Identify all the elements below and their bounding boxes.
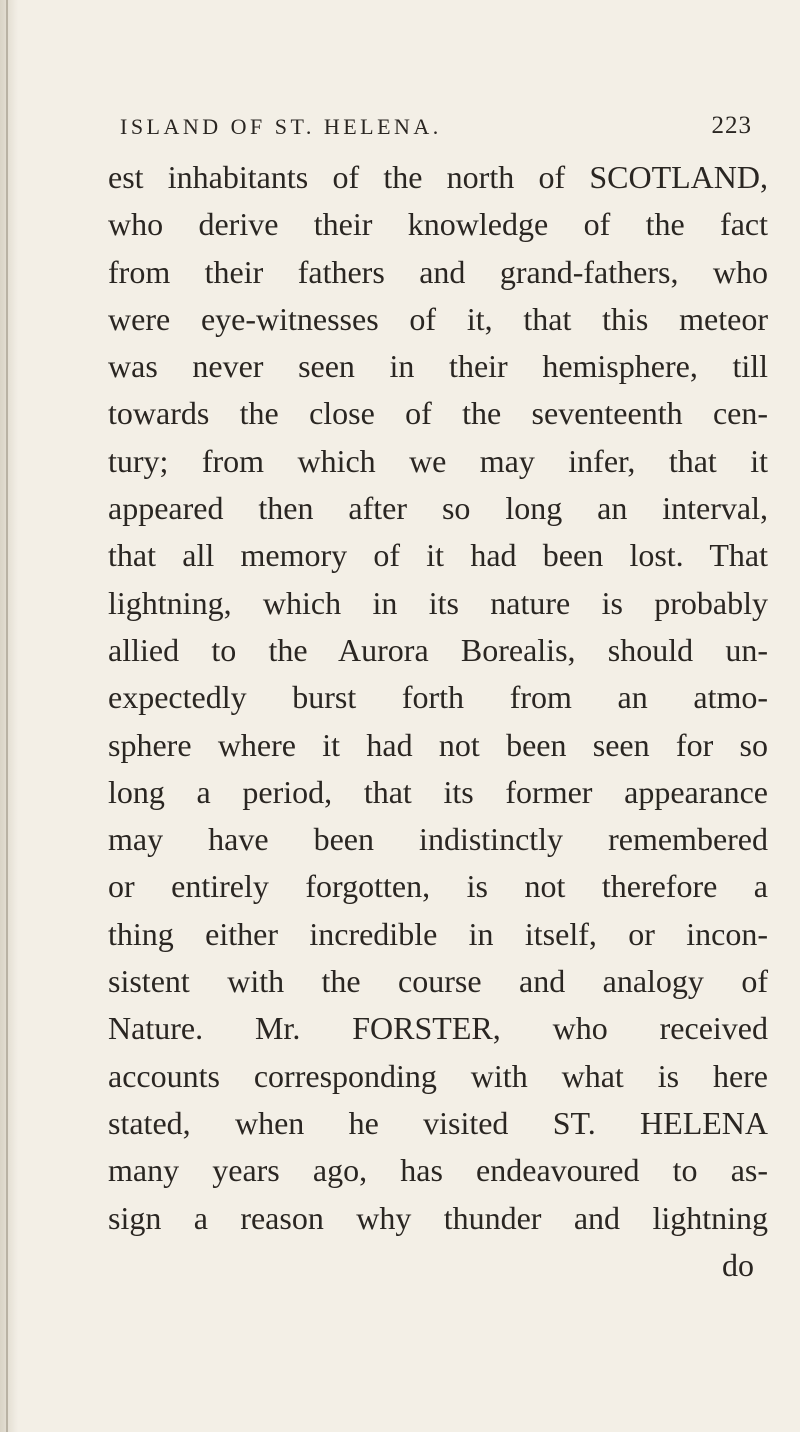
text-line: was never seen in their hemisphere, till <box>108 348 768 385</box>
text-line: that all memory of it had been lost. That <box>108 537 768 574</box>
page-gutter-shadow <box>0 0 18 1432</box>
page-number: 223 <box>711 112 752 139</box>
book-page <box>108 104 768 1289</box>
text-line: allied to the Aurora Borealis, should un- <box>108 631 768 668</box>
text-line: sistent with the course and analogy of <box>108 963 768 1000</box>
text-line: expectedly burst forth from an atmo- <box>108 679 768 716</box>
text-line: may have been indistinctly remembered <box>108 821 768 858</box>
text-line: many years ago, has endeavoured to as- <box>108 1152 768 1189</box>
text-line: or entirely forgotten, is not therefore a <box>108 868 768 905</box>
text-line: appeared then after so long an interval, <box>108 490 768 527</box>
text-line: towards the close of the seventeenth cen- <box>108 395 768 432</box>
text-line: accounts corresponding with what is here <box>108 1057 768 1094</box>
running-head <box>120 104 768 144</box>
body-text <box>108 154 768 1289</box>
text-line: who derive their knowledge of the fact <box>108 206 768 243</box>
text-line: est inhabitants of the north of SCOTLAND, <box>108 159 768 195</box>
text-line: thing either incredible in itself, or incon- <box>108 915 768 952</box>
text-line: were eye-witnesses of it, that this meteor <box>108 300 768 337</box>
catchword: do <box>722 1246 754 1283</box>
text-line: Nature. Mr. FORSTER, who received <box>108 1010 768 1047</box>
text-line: lightning, which in its nature is probably <box>108 584 768 621</box>
text-line: sign a reason why thunder and lightning <box>108 1199 768 1236</box>
text-line: long a period, that its former appearance <box>108 773 768 810</box>
text-line: from their fathers and grand-fathers, who <box>108 253 768 290</box>
page-gutter-edge <box>6 0 8 1432</box>
text-line: tury; from which we may infer, that it <box>108 442 768 479</box>
running-title: ISLAND OF ST. HELENA. <box>120 114 442 139</box>
text-line: sphere where it had not been seen for so <box>108 726 768 763</box>
text-line: stated, when he visited ST. HELENA <box>108 1104 768 1141</box>
